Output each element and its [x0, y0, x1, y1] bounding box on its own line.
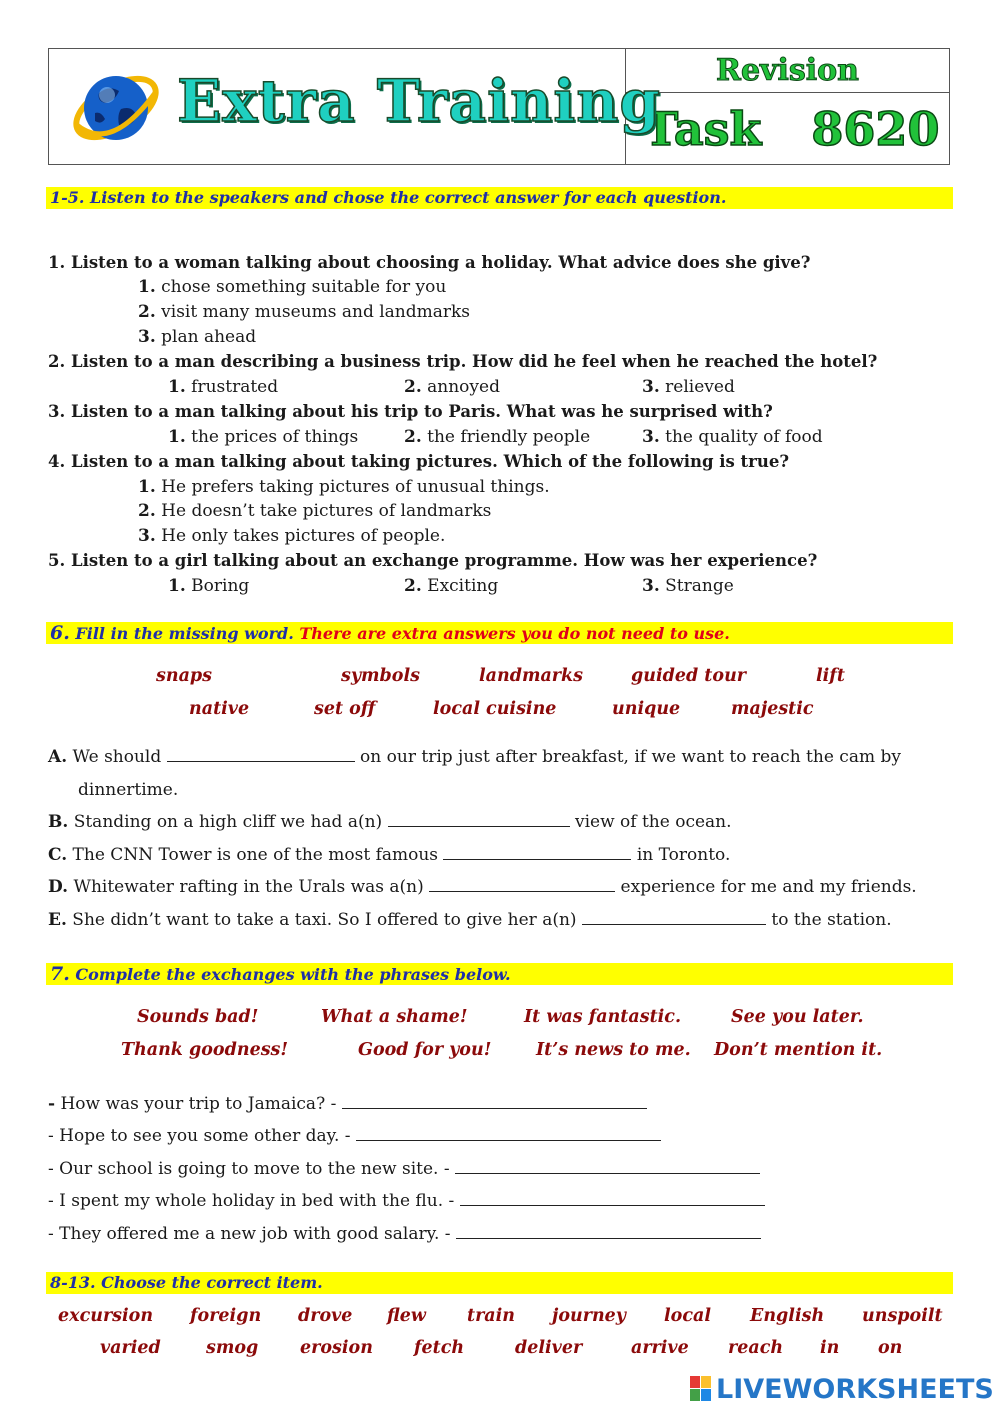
- q4-option-3[interactable]: 3. He only takes pictures of people.: [138, 526, 446, 546]
- word-bank-item: arrive: [631, 1338, 689, 1358]
- exchange-2: - Hope to see you some other day. -: [48, 1126, 661, 1146]
- answer-blank[interactable]: [582, 910, 766, 925]
- liveworksheets-icon: [690, 1376, 712, 1402]
- q2-option-3[interactable]: 3. relieved: [642, 377, 735, 397]
- word-bank-item: reach: [728, 1338, 784, 1358]
- q5-option-1[interactable]: 1. Boring: [168, 576, 250, 596]
- q2-option-2[interactable]: 2. annoyed: [404, 377, 500, 397]
- word-bank-item: in: [820, 1338, 840, 1358]
- q3-option-1[interactable]: 1. the prices of things: [168, 427, 359, 447]
- q1-option-2[interactable]: 2. visit many museums and landmarks: [138, 302, 471, 322]
- word-bank-item: lift: [816, 666, 845, 686]
- word-bank-item: foreign: [190, 1306, 262, 1326]
- q3-option-3[interactable]: 3. the quality of food: [642, 427, 823, 447]
- word-bank-item: set off: [314, 699, 376, 719]
- globe-icon: [71, 63, 161, 153]
- word-bank-item: local: [664, 1306, 711, 1326]
- answer-blank[interactable]: [356, 1126, 661, 1141]
- header-task-cell: [626, 49, 949, 164]
- question-2: 2. Listen to a man describing a business trip. How did he feel when he reached the hotel?: [48, 352, 878, 371]
- brand-title: Extra Training: [177, 67, 661, 135]
- q2-option-1[interactable]: 1. frustrated: [168, 377, 279, 397]
- word-bank-item: fetch: [414, 1338, 465, 1358]
- sentence-a-continued: dinnertime.: [78, 780, 179, 800]
- phrase-bank-item: It’s news to me.: [536, 1040, 691, 1060]
- worksheet-header: [48, 48, 950, 165]
- question-5: 5. Listen to a girl talking about an exchange programme. How was her experience?: [48, 551, 818, 570]
- section-6-number: 6.: [50, 622, 70, 644]
- word-bank-item: journey: [552, 1306, 626, 1326]
- q4-option-2[interactable]: 2. He doesn’t take pictures of landmarks: [138, 501, 492, 521]
- word-bank-item: unspoilt: [862, 1306, 943, 1326]
- q5-option-3[interactable]: 3. Strange: [642, 576, 734, 596]
- section-7-number: 7.: [50, 963, 70, 985]
- word-bank-item: train: [467, 1306, 516, 1326]
- answer-blank[interactable]: [167, 747, 355, 762]
- answer-blank[interactable]: [455, 1159, 760, 1174]
- word-bank-item: guided tour: [631, 666, 747, 686]
- section-6-note: There are extra answers you do not need to use.: [299, 624, 730, 643]
- phrase-bank-item: What a shame!: [321, 1007, 468, 1027]
- section-7-heading: [46, 963, 953, 985]
- sentence-e: E. She didn’t want to take a taxi. So I offered to give her a(n) to the station.: [48, 910, 892, 930]
- header-brand-cell: [49, 49, 661, 164]
- task-number: Task 8620: [644, 102, 940, 156]
- phrase-bank-item: Sounds bad!: [137, 1007, 259, 1027]
- phrase-bank-item: Thank goodness!: [121, 1040, 289, 1060]
- answer-blank[interactable]: [456, 1224, 761, 1239]
- section-6-heading: [46, 622, 953, 644]
- answer-blank[interactable]: [342, 1094, 647, 1109]
- q3-option-2[interactable]: 2. the friendly people: [404, 427, 591, 447]
- word-bank-item: flew: [387, 1306, 426, 1326]
- word-bank-item: deliver: [515, 1338, 583, 1358]
- answer-blank[interactable]: [460, 1191, 765, 1206]
- phrase-bank-item: Good for you!: [358, 1040, 492, 1060]
- question-3: 3. Listen to a man talking about his trip to Paris. What was he surprised with?: [48, 402, 773, 421]
- word-bank-item: erosion: [300, 1338, 373, 1358]
- word-bank-item: smog: [206, 1338, 259, 1358]
- sentence-b: B. Standing on a high cliff we had a(n) view of the ocean.: [48, 812, 732, 832]
- phrase-bank-item: See you later.: [731, 1007, 864, 1027]
- sentence-c: C. The CNN Tower is one of the most famous in Toronto.: [48, 845, 731, 865]
- phrase-bank-item: Don’t mention it.: [714, 1040, 883, 1060]
- question-4: 4. Listen to a man talking about taking pictures. Which of the following is true?: [48, 452, 790, 471]
- exchange-5: - They offered me a new job with good salary. -: [48, 1224, 761, 1244]
- word-bank-item: varied: [100, 1338, 161, 1358]
- question-1: 1. Listen to a woman talking about choosing a holiday. What advice does she give?: [48, 253, 811, 272]
- word-bank-item: majestic: [731, 699, 814, 719]
- sentence-d: D. Whitewater rafting in the Urals was a(n) experience for me and my friends.: [48, 877, 917, 897]
- exchange-4: - I spent my whole holiday in bed with the flu. -: [48, 1191, 765, 1211]
- word-bank-item: on: [878, 1338, 903, 1358]
- section-1-heading: 1-5. Listen to the speakers and chose the correct answer for each question.: [46, 187, 953, 209]
- answer-blank[interactable]: [388, 812, 570, 827]
- sentence-a: A. We should on our trip just after breakfast, if we want to reach the cam by: [48, 747, 901, 767]
- word-bank-item: local cuisine: [433, 699, 557, 719]
- section-8-heading: 8-13. Choose the correct item.: [46, 1272, 953, 1294]
- q1-option-3[interactable]: 3. plan ahead: [138, 327, 257, 347]
- word-bank-item: English: [750, 1306, 825, 1326]
- word-bank-item: excursion: [58, 1306, 154, 1326]
- word-bank-item: snaps: [156, 666, 213, 686]
- section-7-title: Complete the exchanges with the phrases below.: [69, 965, 511, 984]
- liveworksheets-logo[interactable]: [690, 1374, 994, 1404]
- q5-option-2[interactable]: 2. Exciting: [404, 576, 499, 596]
- word-bank-item: symbols: [341, 666, 420, 686]
- q1-option-1[interactable]: 1. chose something suitable for you: [138, 277, 447, 297]
- revision-label: Revision: [626, 49, 949, 93]
- exchange-3: - Our school is going to move to the new site. -: [48, 1159, 760, 1179]
- exchange-1: - How was your trip to Jamaica? -: [48, 1094, 647, 1114]
- word-bank-item: unique: [612, 699, 681, 719]
- q4-option-1[interactable]: 1. He prefers taking pictures of unusual things.: [138, 477, 550, 497]
- answer-blank[interactable]: [443, 845, 631, 860]
- liveworksheets-text: LIVEWORKSHEETS: [716, 1373, 994, 1405]
- word-bank-item: native: [189, 699, 250, 719]
- section-6-title: Fill in the missing word.: [69, 624, 300, 643]
- word-bank-item: landmarks: [479, 666, 584, 686]
- word-bank-item: drove: [298, 1306, 353, 1326]
- answer-blank[interactable]: [429, 877, 615, 892]
- phrase-bank-item: It was fantastic.: [524, 1007, 682, 1027]
